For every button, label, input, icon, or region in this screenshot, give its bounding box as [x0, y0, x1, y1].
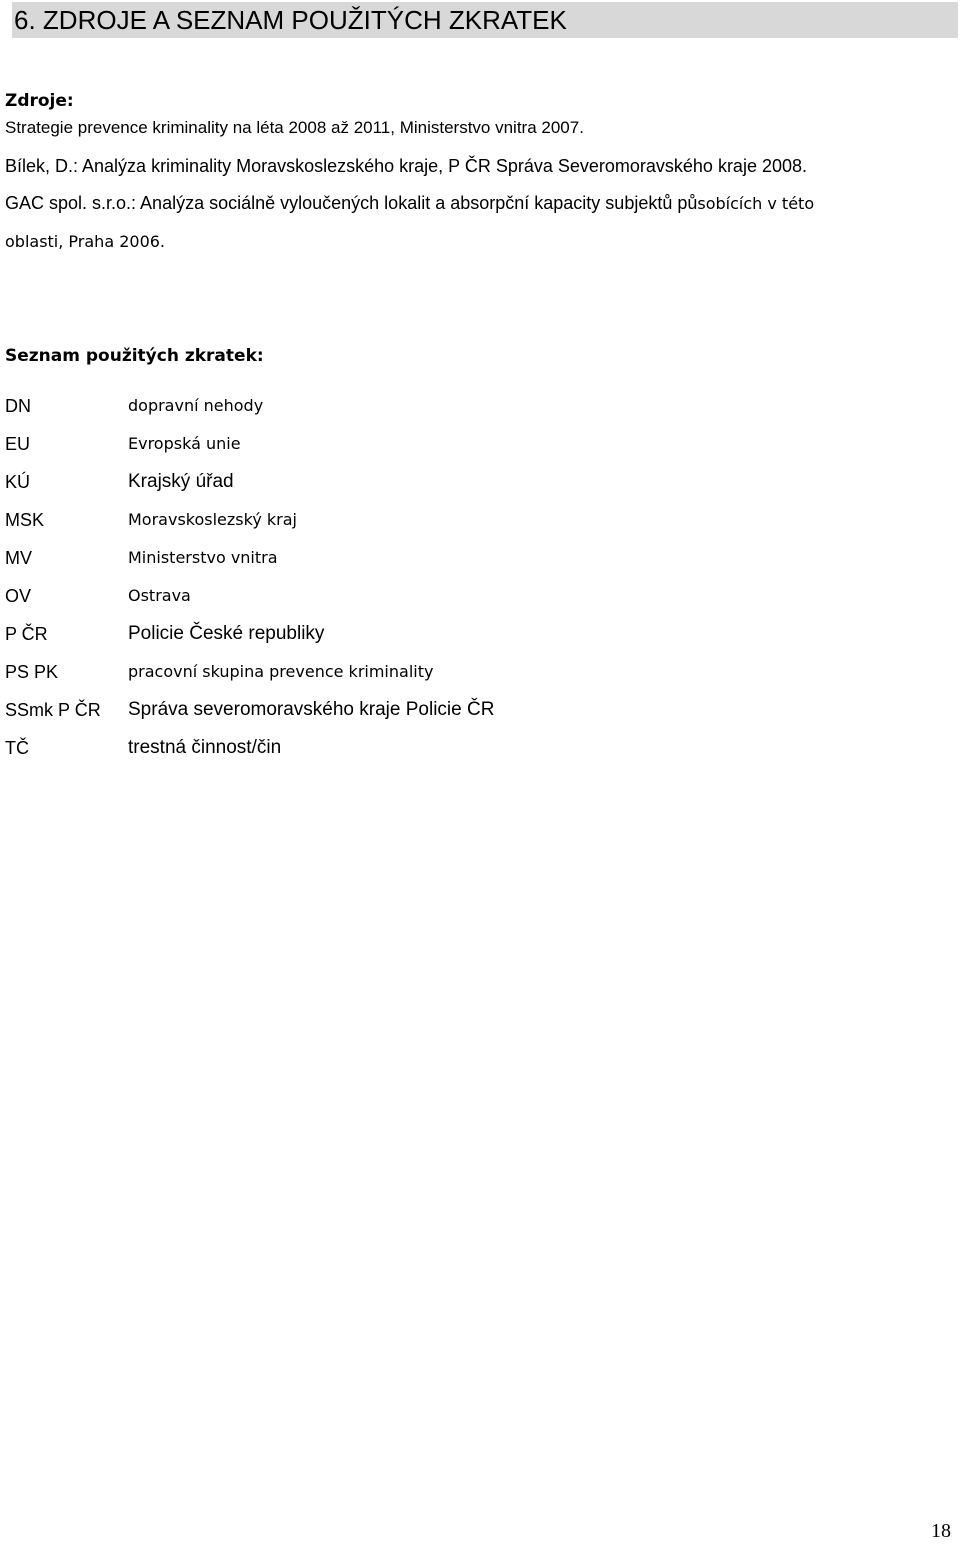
abbreviation-row — [0, 736, 700, 762]
abbreviation-row — [0, 470, 700, 496]
abbreviation-description: Policie České republiky — [128, 623, 325, 644]
abbreviation-row — [0, 660, 700, 686]
section-heading-bar — [12, 2, 958, 38]
abbreviation-code: DN — [5, 396, 31, 416]
source-item: Strategie prevence kriminality na léta 2008 až 2011, Ministerstvo vnitra 2007. — [5, 118, 584, 137]
abbreviation-code: EU — [5, 434, 31, 454]
abbreviation-code: KÚ — [5, 472, 31, 492]
page-number: 18 — [931, 1520, 951, 1542]
sources-label: Zdroje: — [5, 91, 74, 111]
abbreviation-row — [0, 546, 700, 572]
source-item: Bílek, D.: Analýza kriminality Moravskoslezského kraje, P ČR Správa Severomoravského kraje 2008. — [5, 156, 808, 176]
abbreviation-code: MV — [5, 548, 32, 568]
abbreviation-description: Evropská unie — [128, 434, 241, 453]
abbreviation-row — [0, 698, 700, 724]
abbreviation-description: Ministerstvo vnitra — [128, 548, 278, 567]
source-item — [5, 192, 814, 215]
source-item-continuation: oblasti, Praha 2006. — [5, 232, 166, 251]
abbreviation-code: SSmk P ČR — [5, 700, 101, 720]
abbreviation-description: dopravní nehody — [128, 396, 264, 415]
abbreviation-code: TČ — [5, 738, 29, 758]
abbreviation-description: Krajský úřad — [128, 471, 234, 492]
abbreviation-code: MSK — [5, 510, 45, 530]
abbreviation-code: P ČR — [5, 624, 48, 644]
abbreviation-description: trestná činnost/čin — [128, 737, 282, 758]
abbreviation-row — [0, 432, 700, 458]
abbreviation-code: PS PK — [5, 662, 59, 682]
abbreviation-description: Správa severomoravského kraje Policie ČR — [128, 699, 495, 720]
abbreviation-description: Moravskoslezský kraj — [128, 510, 297, 529]
section-heading: 6. ZDROJE A SEZNAM POUŽITÝCH ZKRATEK — [14, 5, 567, 35]
abbreviations-title: Seznam použitých zkratek: — [5, 346, 264, 366]
source-item-part: GAC spol. s.r.o.: Analýza sociálně vyloučených lokalit a absorpční kapacity subjektů pů — [5, 193, 698, 213]
abbreviation-description: Ostrava — [128, 586, 191, 605]
source-item-part: sobících v této — [697, 194, 815, 213]
abbreviation-row — [0, 622, 700, 648]
abbreviation-code: OV — [5, 586, 32, 606]
abbreviation-row — [0, 508, 700, 534]
abbreviation-row — [0, 584, 700, 610]
abbreviation-description: pracovní skupina prevence kriminality — [128, 662, 434, 681]
abbreviation-row — [0, 394, 700, 420]
